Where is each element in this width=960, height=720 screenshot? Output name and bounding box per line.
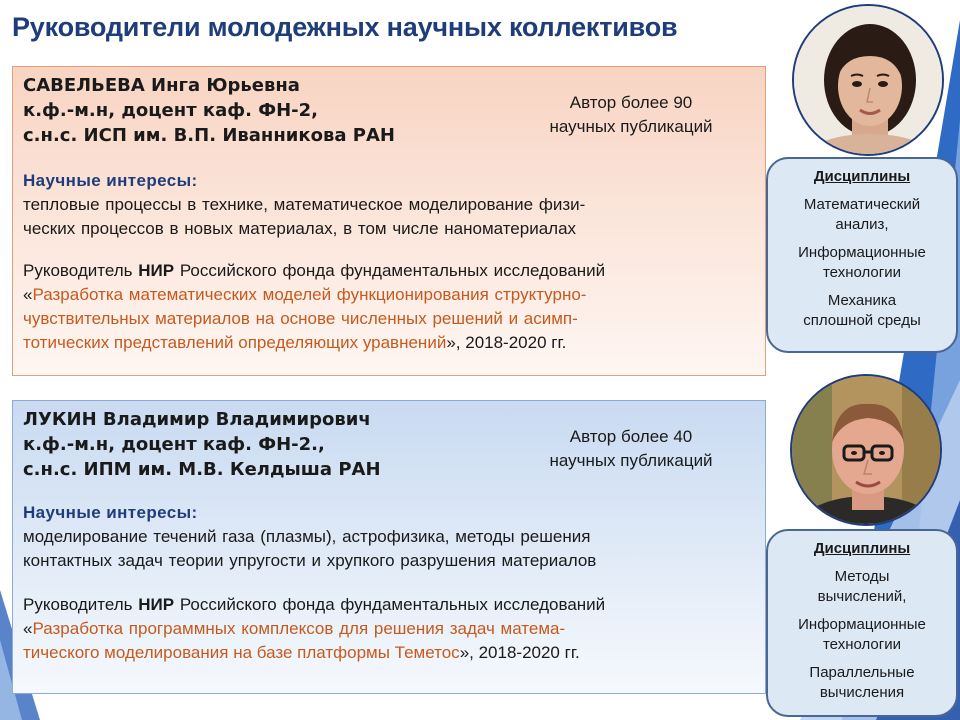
interests-label-2: Научные интересы: bbox=[23, 503, 198, 522]
portrait-man-photo bbox=[790, 374, 942, 526]
researcher-1-grant bbox=[23, 259, 749, 355]
researcher-1-name: САВЕЛЬЕВА Инга Юрьевна bbox=[23, 75, 300, 96]
interests-line-2b: контактных задач теории упругости и хрупкого разрушения материалов bbox=[23, 551, 597, 570]
grant-line-1c: чувствительных материалов на основе численных решений и асимп- bbox=[23, 309, 578, 328]
publications-label-2: научных публикаций bbox=[549, 451, 713, 470]
grant-line-2b: «Разработка программных комплексов для решения задач матема- bbox=[23, 619, 566, 638]
grant-line-1a: Руководитель НИР Российского фонда фундаментальных исследований bbox=[23, 261, 606, 280]
disciplines-title-1: Дисциплины bbox=[813, 168, 911, 185]
interests-line-1a: тепловые процессы в технике, математическое моделирование физи- bbox=[23, 195, 586, 214]
researcher-2-header bbox=[23, 407, 381, 482]
slide-title: Руководители молодежных научных коллективов bbox=[12, 12, 678, 42]
researcher-1-affiliation: с.н.с. ИСП им. В.П. Иванникова РАН bbox=[23, 125, 395, 146]
grant-line-2c: тического моделирования на базе платформы Теметос», 2018-2020 гг. bbox=[23, 643, 580, 662]
researcher-1-position: к.ф.-м.н, доцент каф. ФН-2, bbox=[23, 100, 318, 121]
discipline-item: Методы вычислений, bbox=[817, 568, 907, 605]
researcher-2-affiliation: с.н.с. ИПМ им. М.В. Келдыша РАН bbox=[23, 459, 381, 480]
grant-line-1b: «Разработка математических моделей функционирования структурно- bbox=[23, 285, 587, 304]
researcher-2-name: ЛУКИН Владимир Владимирович bbox=[23, 409, 371, 430]
portrait-man-icon bbox=[792, 376, 942, 526]
researcher-2-publications bbox=[521, 425, 741, 473]
researcher-card-1 bbox=[12, 66, 766, 376]
disciplines-box-2 bbox=[766, 529, 958, 717]
grant-line-2a: Руководитель НИР Российского фонда фундаментальных исследований bbox=[23, 595, 606, 614]
researcher-1-publications bbox=[521, 91, 741, 139]
discipline-item: Параллельные вычисления bbox=[809, 664, 915, 701]
publications-count-1: Автор более 90 bbox=[569, 93, 693, 112]
disciplines-title-2: Дисциплины bbox=[813, 540, 911, 557]
interests-line-1b: ческих процессов в новых материалах, в том числе наноматериалах bbox=[23, 219, 577, 238]
grant-line-1d: тотических представлений определяющих уравнений», 2018-2020 гг. bbox=[23, 333, 567, 352]
researcher-2-position: к.ф.-м.н, доцент каф. ФН-2., bbox=[23, 434, 325, 455]
discipline-item: Механика сплошной среды bbox=[803, 292, 921, 329]
interests-label-1: Научные интересы: bbox=[23, 171, 198, 190]
researcher-card-2 bbox=[12, 400, 766, 694]
disciplines-box-1 bbox=[766, 157, 958, 353]
researcher-2-interests bbox=[23, 501, 749, 573]
portrait-woman-photo bbox=[792, 4, 944, 156]
portrait-woman-icon bbox=[794, 6, 944, 156]
discipline-item: Математический анализ, bbox=[803, 196, 921, 233]
publications-label-1: научных публикаций bbox=[549, 117, 713, 136]
researcher-1-header bbox=[23, 73, 395, 148]
publications-count-2: Автор более 40 bbox=[569, 427, 693, 446]
discipline-item: Информационные технологии bbox=[798, 616, 926, 653]
discipline-item: Информационные технологии bbox=[798, 244, 926, 281]
researcher-1-interests bbox=[23, 169, 749, 241]
interests-line-2a: моделирование течений газа (плазмы), астрофизика, методы решения bbox=[23, 527, 591, 546]
researcher-2-grant bbox=[23, 593, 749, 665]
